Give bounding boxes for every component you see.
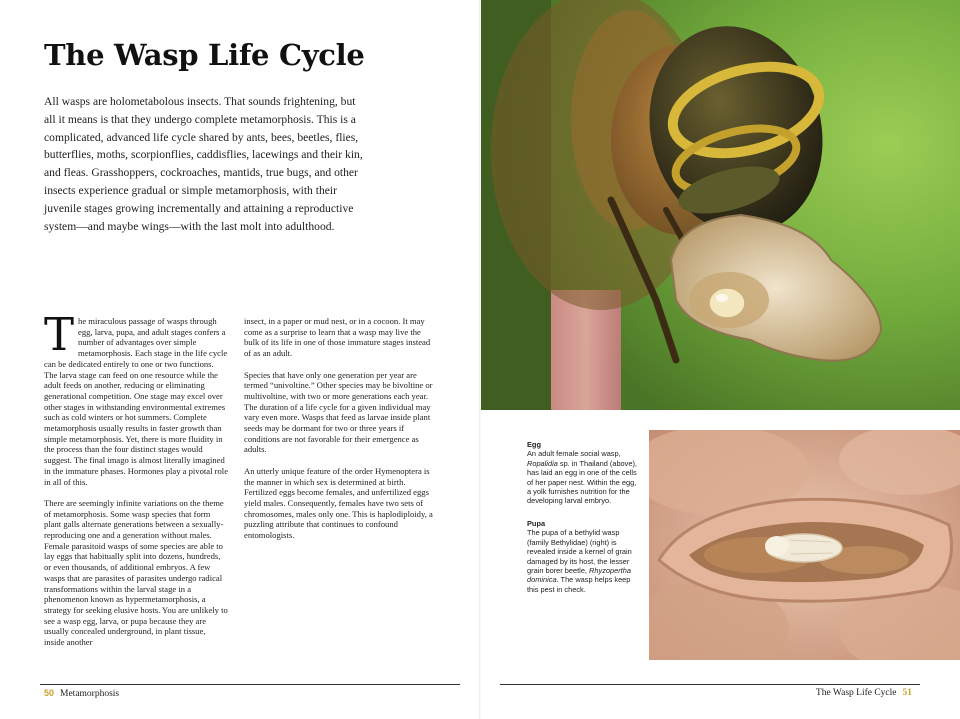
- body-paragraph: [44, 308, 229, 487]
- caption-species: Ropalidia: [527, 458, 558, 468]
- caption-title: Pupa: [527, 519, 546, 528]
- caption-species: Rhyzopertha dominica: [527, 566, 631, 585]
- body-paragraph-text: he miraculous passage of wasps through egg, larva, pupa, and adult stages confers a number of advantages over simple metamorphosis. Each stage in the life cycle can be dedicated entirely to one or two functions. The larva stage can feed on one resource while the adult feeds on another, reducing or eliminating generational competition. One stage may excel over other stages in withstanding environmental extremes such as cold winters or hot summers. Complete metamorphosis usually results in faster growth than simple metamorphosis. Yet, there is more fluidity in the process than the four distinct stages would suggest. The final imago is almost literally imagined in the immature phases. Hormones play a pivotal role in all of this.: [44, 316, 229, 487]
- page-title: The Wasp Life Cycle: [44, 38, 365, 72]
- wasp-pupa-photo-illustration: [649, 430, 960, 660]
- caption-text: . The wasp helps keep this pest in check.: [527, 575, 631, 594]
- page-number: 50: [44, 688, 55, 698]
- wasp-egg-photo-illustration: [481, 0, 960, 410]
- caption-text: An adult female social wasp,: [527, 449, 621, 459]
- running-footer-title: Metamorphosis: [60, 689, 120, 699]
- caption-title: Egg: [527, 440, 541, 449]
- caption-text: sp. in Thailand (above), has laid an egg in one of the cells of her paper nest. Within the egg, a yolk furnishes nutrition for the developing larval embryo.: [527, 458, 637, 506]
- body-paragraph: An utterly unique feature of the order Hymenoptera is the manner in which sex is determined at birth. Fertilized eggs become females, and unfertilized eggs yield males. Consequently, females have two sets of chromosomes, males only one. This is haplodiploidy, a puzzling attribute that continues to confound entomologists.: [244, 465, 433, 541]
- drop-cap: T: [44, 308, 75, 361]
- running-footer-title: The Wasp Life Cycle: [815, 688, 897, 698]
- body-paragraph: There are seemingly infinite variations on the theme of metamorphosis. Some wasp species that form plant galls alternate generations between a sexually-reproducing one and a generation without males. Female parasitoid wasps of some species are able to lay eggs that habitually split into dozens, hundreds, or even thousands, of additional embryos. A few wasps that are parasites of parasites undergo radical transformations within the larval stage in a phenomenon known as hypermetamorphosis, a strategy for seeking elusive hosts. You are unlikely to see a wasp egg, larva, or pupa because they are usually concealed underground, in plant tissue, inside another: [44, 497, 228, 648]
- intro-paragraph: All wasps are holometabolous insects. That sounds frightening, but all it means is that they undergo complete metamorphosis. This is a complicated, advanced life cycle shared by ants, bees, beetles, flies, butterflies, moths, scorpionflies, caddisflies, lacewings and their kin, and fleas. Grasshoppers, cockroaches, mantids, true bugs, and other insects experience gradual or simple metamorphosis, with their juvenile stages growing incrementally and attaining a reproductive system—and maybe wings—with the last molt into adulthood.: [44, 95, 363, 233]
- footer-rule: [40, 684, 460, 685]
- wasp-pupa-photo: [649, 430, 960, 660]
- footer-rule: [500, 684, 920, 685]
- text-column-2: [244, 316, 437, 551]
- caption-text: The pupa of a bethylid wasp (family Bethylidae) (right) is revealed inside a kernel of grain damaged by its host, the lesser grain borer beetle,: [527, 528, 632, 576]
- egg-caption: [527, 440, 639, 506]
- wasp-egg-photo: [481, 0, 960, 410]
- right-folio: [816, 688, 918, 698]
- body-paragraph: insect, in a paper or mud nest, or in a cocoon. It may come as a surprise to learn that a wasp may live the bulk of its life in one of those immature stages instead of as an adult.: [244, 316, 431, 359]
- text-column-1: [44, 308, 229, 658]
- body-paragraph: Species that have only one generation per year are termed “univoltine.” Other species may be bivoltine or multivoltine, with two or more generations each year. The duration of a life cycle for a given individual may vary even more. Wasps that feed as larvae inside plant seeds may be dormant for two or three years if conditions are not favorable for their emergence as adults.: [244, 369, 433, 455]
- left-folio: [44, 688, 119, 699]
- pupa-caption: [527, 519, 639, 594]
- page-number: 51: [902, 688, 912, 698]
